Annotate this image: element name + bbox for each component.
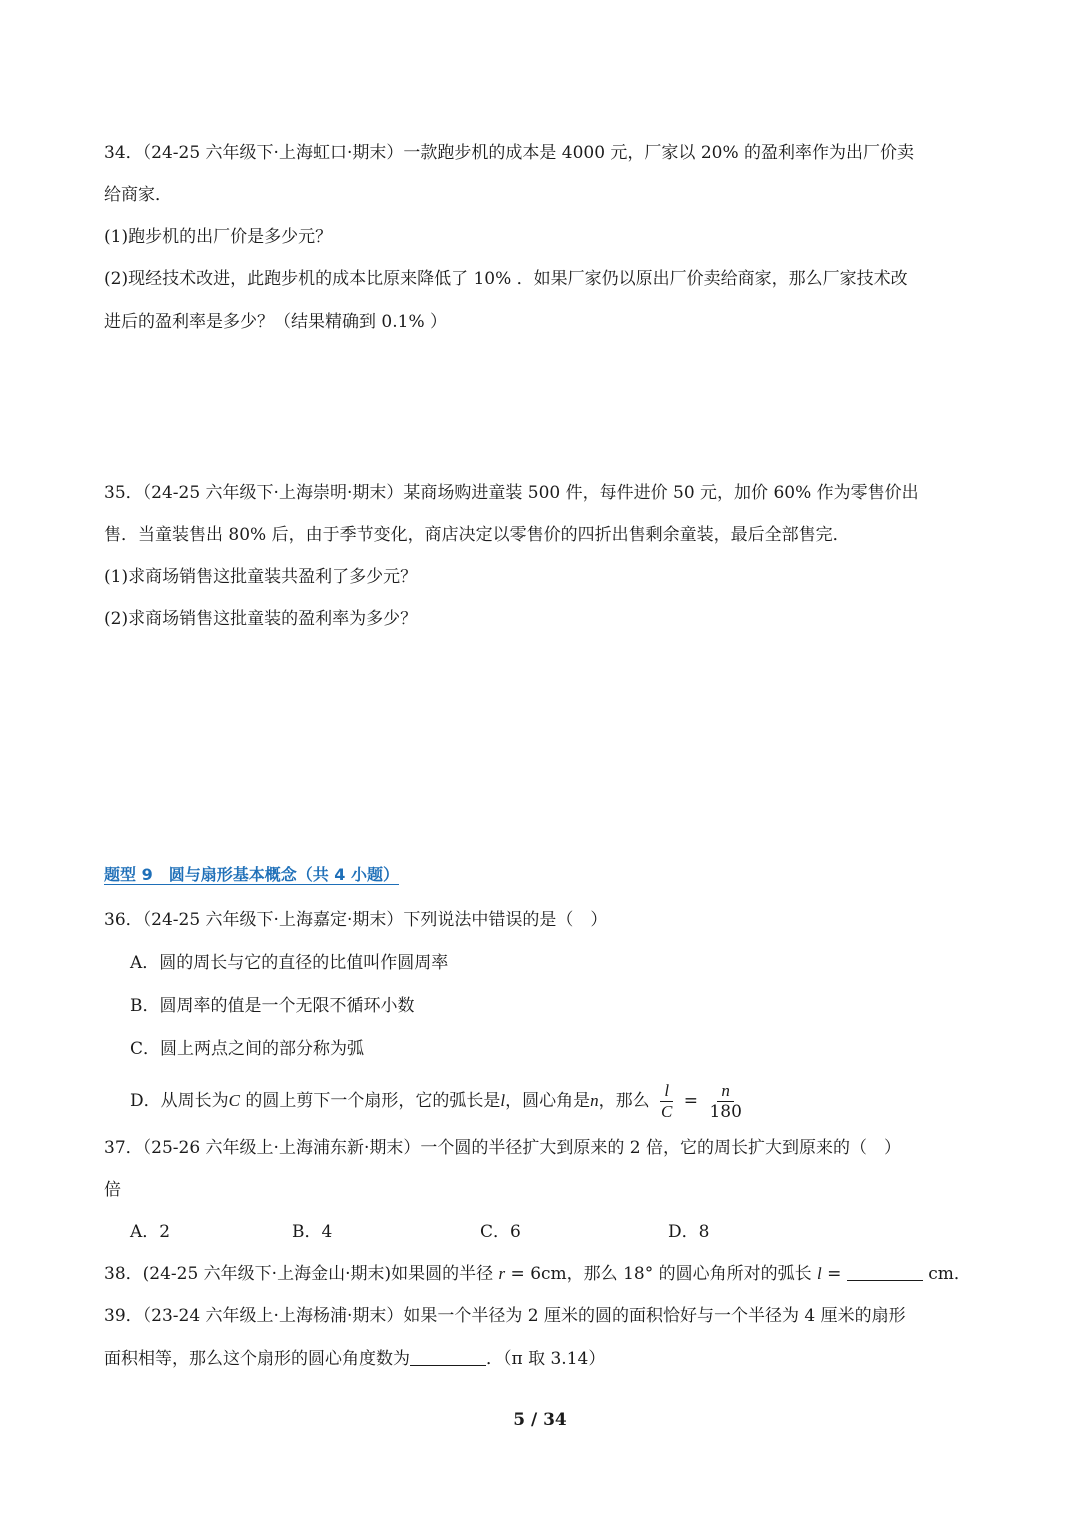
q35-part1: (1)求商场销售这批童装共盈利了多少元？ <box>104 567 418 587</box>
q36-d-c: C <box>228 1091 240 1110</box>
answer-blank[interactable] <box>410 1349 486 1366</box>
q37-option-a: A．2 <box>130 1222 171 1242</box>
answer-blank[interactable] <box>847 1264 923 1281</box>
q36-d-l: l <box>500 1091 506 1110</box>
section-title[interactable]: 题型 9 圆与扇形基本概念（共 4 小题） <box>104 865 399 884</box>
page-number: 5 / 34 <box>513 1410 567 1430</box>
q34-part2-line2: 进后的盈利率是多少？（结果精确到 0.1% ） <box>104 312 447 332</box>
fraction-l-over-c <box>657 1081 676 1122</box>
q36-d-pre: D．从周长为 <box>130 1091 229 1111</box>
fraction-numerator: l <box>660 1081 673 1102</box>
q37-line1: 37．（25-26 六年级上·上海浦东新·期末）一个圆的半径扩大到原来的 2 倍，它的周长扩大到原来的（ ） <box>104 1138 901 1158</box>
q38-post: cm． <box>922 1264 971 1284</box>
q38-line <box>104 1262 971 1286</box>
q36-d-mid1: 的圆上剪下一个扇形，它的弧长是 <box>239 1091 501 1111</box>
q38-r: r <box>498 1264 506 1283</box>
fraction-denominator: C <box>661 1102 673 1121</box>
q37-option-d: D．8 <box>668 1222 710 1242</box>
q36-option-c: C．圆上两点之间的部分称为弧 <box>130 1039 365 1059</box>
q37-line2: 倍 <box>104 1180 121 1200</box>
q36-option-b: B．圆周率的值是一个无限不循环小数 <box>130 996 415 1016</box>
fraction-numerator: n <box>717 1081 734 1102</box>
q34-part1: (1)跑步机的出厂价是多少元？ <box>104 227 333 247</box>
q39-line2-pre: 面积相等，那么这个扇形的圆心角度数为 <box>104 1349 410 1369</box>
q36-d-mid3: ，那么 <box>598 1091 650 1111</box>
q36-option-d <box>130 1080 748 1122</box>
q36-stem: 36．（24-25 六年级下·上海嘉定·期末）下列说法中错误的是（ ） <box>104 910 608 930</box>
q38-pre: 38．(24-25 六年级下·上海金山·期末)如果圆的半径 <box>104 1264 499 1284</box>
fraction-denominator: 180 <box>709 1102 742 1122</box>
q35-line1: 35．（24-25 六年级下·上海崇明·期末）某商场购进童装 500 件，每件进价 50 元，加价 60% 作为零售价出 <box>104 483 919 503</box>
q35-part2: (2)求商场销售这批童装的盈利率为多少？ <box>104 609 418 629</box>
q38-mid1: = 6cm，那么 18° 的圆心角所对的弧长 <box>505 1264 818 1284</box>
fraction-n-over-180 <box>705 1081 745 1122</box>
q39-line1: 39．（23-24 六年级上·上海杨浦·期末）如果一个半径为 2 厘米的圆的面积恰好与一个半径为 4 厘米的扇形 <box>104 1306 906 1326</box>
q34-line2: 给商家． <box>104 185 172 205</box>
q37-option-b: B．4 <box>292 1222 333 1242</box>
q36-option-a: A．圆的周长与它的直径的比值叫作圆周率 <box>130 953 449 973</box>
q38-l: l <box>817 1264 822 1283</box>
q34-part2-line1: (2)现经技术改进，此跑步机的成本比原来降低了 10% ．如果厂家仍以原出厂价卖给商家，那么厂家技术改 <box>104 269 908 289</box>
q36-d-n: n <box>590 1091 599 1110</box>
q39-line2 <box>104 1347 605 1371</box>
q35-line2: 售．当童装售出 80% 后，由于季节变化，商店决定以零售价的四折出售剩余童装，最后全部售完． <box>104 525 850 545</box>
equals-sign: = <box>683 1091 699 1111</box>
q38-mid2: = <box>821 1264 847 1284</box>
q34-line1: 34．（24-25 六年级下·上海虹口·期末）一款跑步机的成本是 4000 元，厂家以 20% 的盈利率作为出厂价卖 <box>104 143 915 163</box>
q37-option-c: C．6 <box>480 1222 521 1242</box>
q39-line2-post: ．（π 取 3.14） <box>486 1349 606 1369</box>
q36-d-mid2: ，圆心角是 <box>505 1091 591 1111</box>
